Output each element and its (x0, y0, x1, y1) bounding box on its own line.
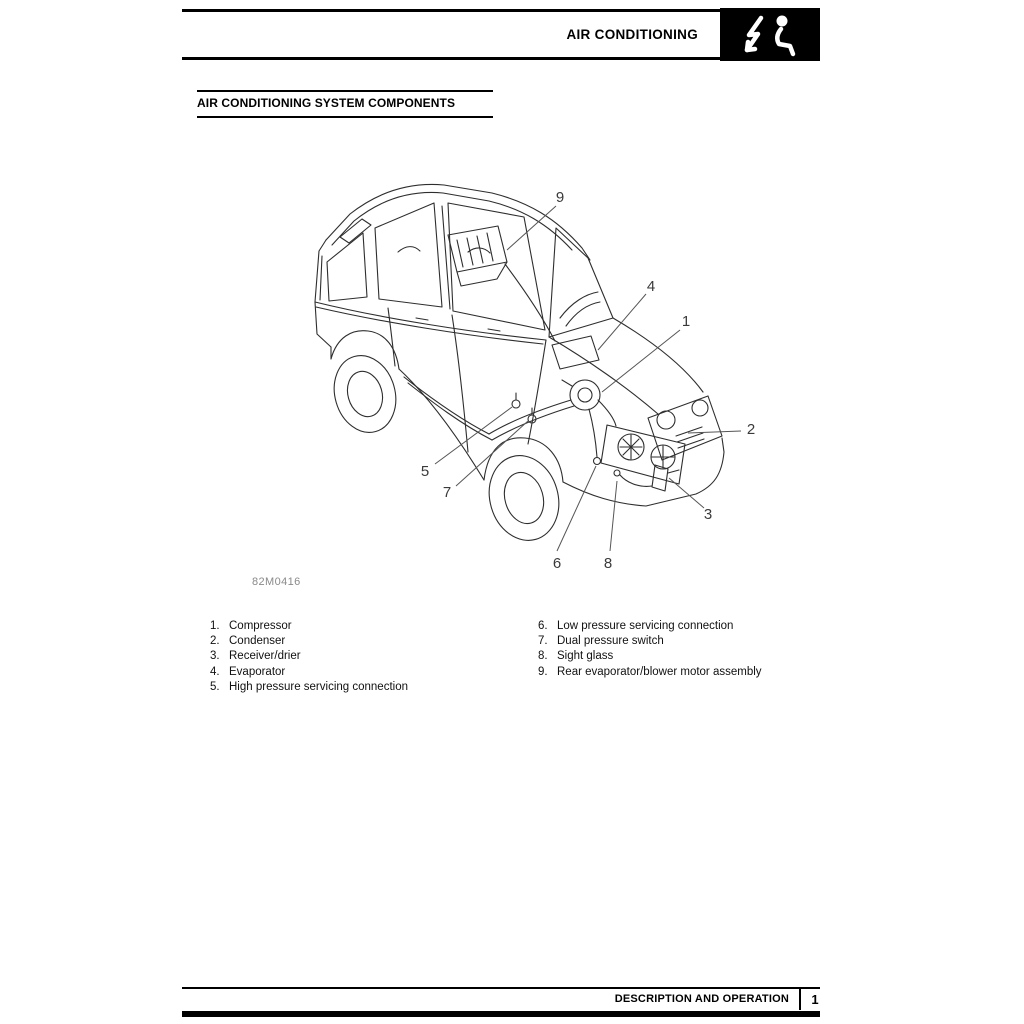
legend-item-6 (538, 619, 762, 634)
figure-code: 82M0416 (252, 576, 301, 588)
callout-5: 5 (420, 463, 430, 480)
callout-6: 6 (552, 555, 562, 572)
legend-item-label: High pressure servicing connection (229, 680, 408, 693)
legend-item-8 (538, 649, 762, 664)
legend-item-1 (210, 619, 408, 634)
legend-item-2 (210, 634, 408, 649)
section-heading-rule-bottom (197, 116, 493, 118)
callout-3: 3 (703, 506, 713, 523)
legend-item-label: Dual pressure switch (557, 635, 664, 648)
legend-item-label: Compressor (229, 620, 292, 632)
legend-item-3 (210, 649, 408, 664)
rear-wheel (325, 348, 404, 440)
legend-item-label: Condenser (229, 635, 286, 648)
legend-item-number: 3. (210, 650, 220, 663)
vehicle-ac-diagram (240, 165, 780, 600)
legend-item-number: 6. (538, 620, 548, 632)
footer-bottom-rule (182, 1011, 820, 1017)
page-header-title: AIR CONDITIONING (566, 27, 698, 42)
front-wheel (479, 447, 568, 548)
legend-item-label: Rear evaporator/blower motor assembly (557, 665, 762, 678)
legend-item-number: 9. (538, 665, 548, 678)
callout-2: 2 (746, 421, 756, 438)
air-conditioning-glyph (720, 8, 820, 61)
legend-item-number: 8. (538, 650, 548, 663)
callout-9: 9 (555, 189, 565, 206)
legend-item-9 (538, 665, 762, 680)
legend-item-5 (210, 680, 408, 695)
legend-item-number: 4. (210, 665, 220, 678)
legend-item-number: 1. (210, 620, 220, 632)
legend-item-number: 5. (210, 680, 220, 693)
legend-column-left (210, 619, 408, 695)
legend-item-label: Evaporator (229, 665, 286, 678)
callout-8: 8 (603, 555, 613, 572)
legend-item-7 (538, 634, 762, 649)
legend-item-number: 7. (538, 635, 548, 648)
callout-1: 1 (681, 313, 691, 330)
footer-section-label: DESCRIPTION AND OPERATION (614, 993, 789, 1005)
legend-item-4 (210, 665, 408, 680)
footer-rule (182, 987, 820, 989)
section-heading: AIR CONDITIONING SYSTEM COMPONENTS (197, 96, 456, 110)
legend-item-label: Low pressure servicing connection (557, 620, 734, 632)
legend-column-right (538, 619, 762, 680)
air-conditioning-icon (720, 8, 820, 61)
section-heading-rule-top (197, 90, 493, 92)
legend-item-label: Receiver/drier (229, 650, 301, 663)
legend-item-number: 2. (210, 635, 220, 648)
callout-7: 7 (442, 484, 452, 501)
callout-4: 4 (646, 278, 656, 295)
legend-item-label: Sight glass (557, 650, 614, 663)
page-number: 1 (811, 992, 819, 1007)
header-bottom-rule (182, 57, 820, 60)
